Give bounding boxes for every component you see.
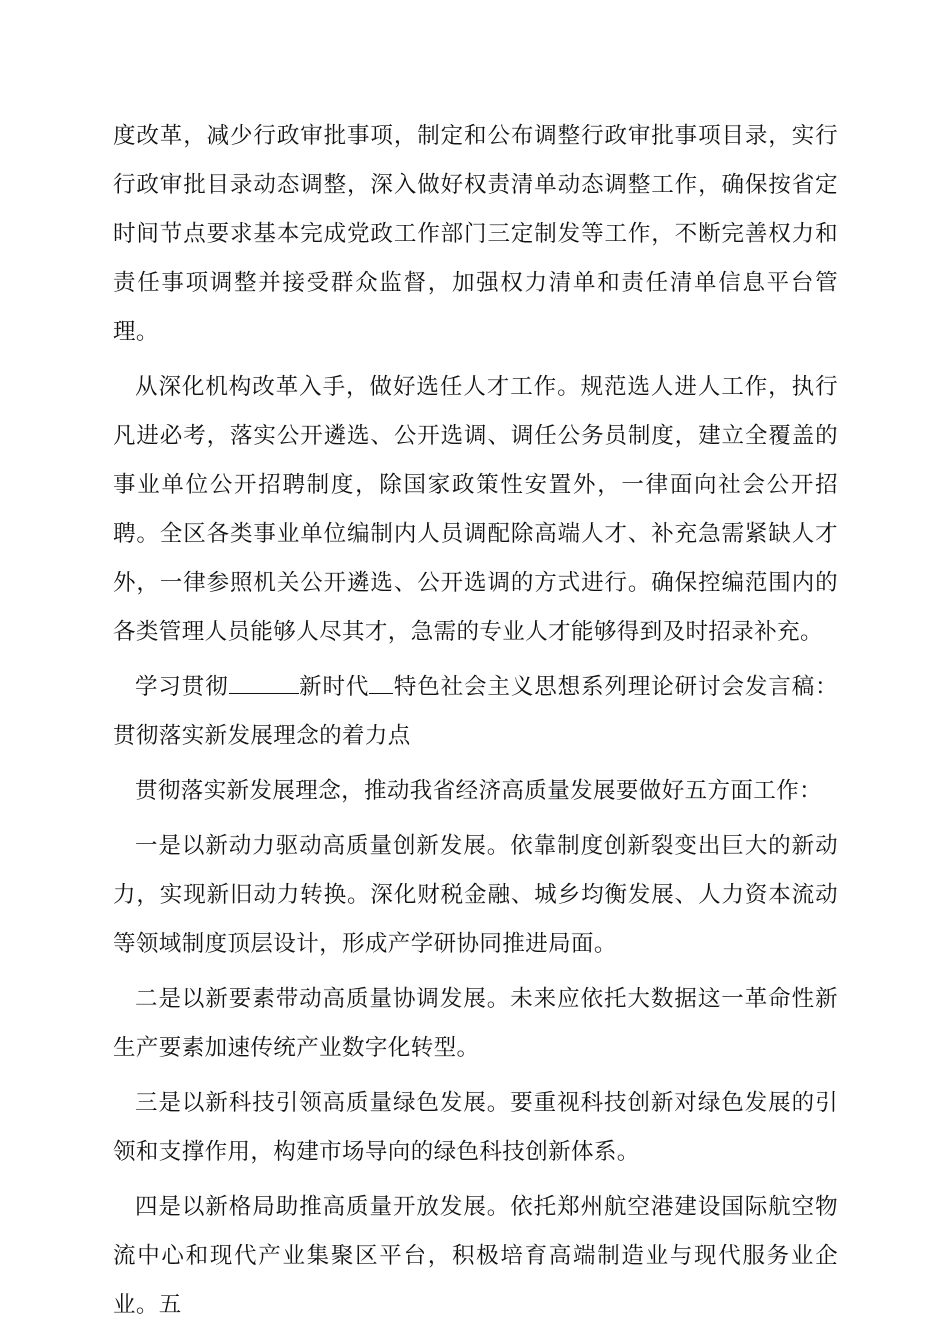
paragraph-continuation: 度改革，减少行政审批事项，制定和公布调整行政审批事项目录，实行行政审批目录动态调整，深入做好权责清单动态调整工作，确保按省定时间节点要求基本完成党政工作部门三定制发等工作，不断完善权力和责任事项调整并接受群众监督，加强权力清单和责任清单信息平台管理。 <box>113 123 838 345</box>
heading-part-1: 学习贯彻 <box>135 674 229 700</box>
section-heading <box>113 663 838 761</box>
heading-part-3: 特色社会主义思想系列理论研讨会发言稿：贯彻落实新发展理念的着力点 <box>113 674 838 749</box>
blank-underline <box>369 667 393 694</box>
paragraph-point-2: 二是以新要素带动高质量协调发展。未来应依托大数据这一革命性新生产要素加速传统产业数字化转型。 <box>113 986 838 1061</box>
paragraph-point-4: 四是以新格局助推高质量开放发展。依托郑州航空港建设国际航空物流中心和现代产业集聚区平台，积极培育高端制造业与现代服务业企业。五 <box>113 1194 838 1318</box>
paragraph-intro: 贯彻落实新发展理念，推动我省经济高质量发展要做好五方面工作： <box>135 778 823 804</box>
blank-underline <box>229 667 299 694</box>
document-body <box>113 112 838 1336</box>
heading-part-2: 新时代 <box>298 674 370 700</box>
paragraph-point-3: 三是以新科技引领高质量绿色发展。要重视科技创新对绿色发展的引领和支撑作用，构建市场导向的绿色科技创新体系。 <box>113 1090 838 1165</box>
paragraph-point-1: 一是以新动力驱动高质量创新发展。依靠制度创新裂变出巨大的新动力，实现新旧动力转换。深化财税金融、城乡均衡发展、人力资本流动等领域制度顶层设计，形成产学研协同推进局面。 <box>113 833 838 957</box>
paragraph-talent-selection: 从深化机构改革入手，做好选任人才工作。规范选人进人工作，执行凡进必考，落实公开遴选、公开选调、调任公务员制度，建立全覆盖的事业单位公开招聘制度，除国家政策性安置外，一律面向社会公开招聘。全区各类事业单位编制内人员调配除高端人才、补充急需紧缺人才外，一律参照机关公开遴选、公开选调的方式进行。确保控编范围内的各类管理人员能够人尽其才，急需的专业人才能够得到及时招录补充。 <box>113 374 838 645</box>
